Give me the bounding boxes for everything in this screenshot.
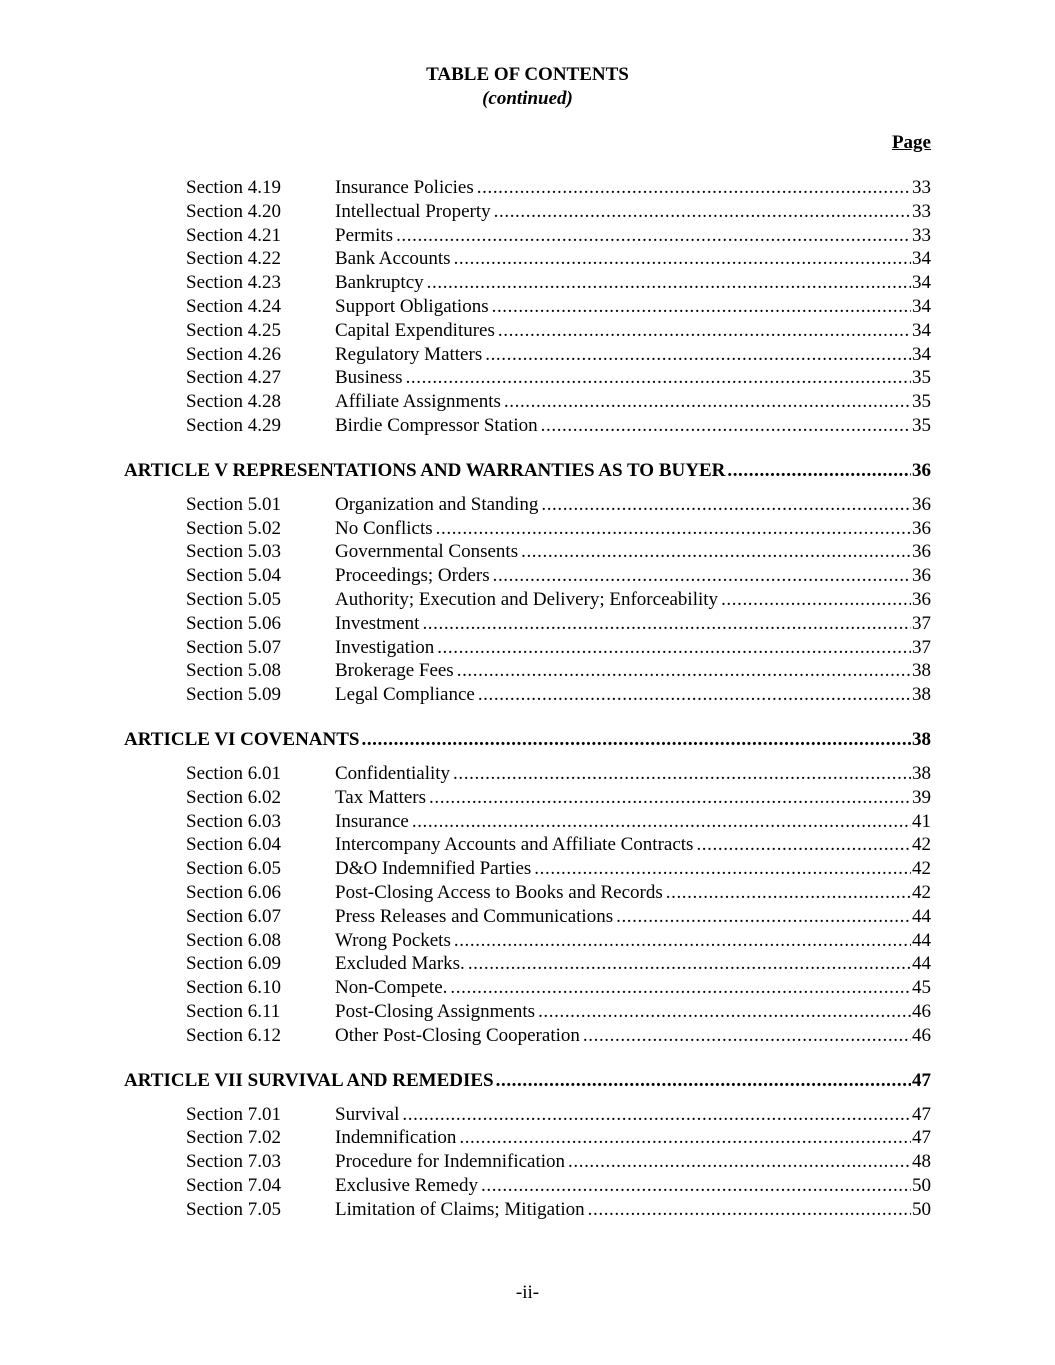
article-title: ARTICLE V REPRESENTATIONS AND WARRANTIES AS TO BUYER [124, 459, 726, 481]
section-number: Section 7.05 [186, 1198, 281, 1220]
section-page: 36 [912, 493, 931, 515]
dot-leader [468, 952, 911, 976]
section-page: 36 [912, 565, 931, 587]
section-title: Press Releases and Communications [335, 905, 614, 927]
dot-leader [541, 493, 911, 517]
toc-entry[interactable] [0, 200, 1055, 224]
section-number: Section 6.03 [186, 810, 281, 832]
section-page: 37 [912, 612, 931, 634]
section-page: 42 [912, 834, 931, 856]
dot-leader [478, 683, 911, 707]
dot-leader [721, 588, 911, 612]
dot-leader [436, 517, 911, 541]
section-title: Affiliate Assignments [335, 391, 501, 413]
dot-leader [493, 564, 911, 588]
toc-entry[interactable] [0, 247, 1055, 271]
dot-leader [534, 857, 911, 881]
section-title: Wrong Pockets [335, 929, 451, 951]
toc-entry[interactable] [0, 905, 1055, 929]
toc-entry[interactable] [0, 224, 1055, 248]
toc-entry[interactable] [0, 976, 1055, 1000]
toc-entry[interactable] [0, 390, 1055, 414]
section-number: Section 6.09 [186, 953, 281, 975]
dot-leader [453, 762, 911, 786]
section-page: 50 [912, 1198, 931, 1220]
section-page: 41 [912, 810, 931, 832]
toc-article-vi[interactable] [124, 728, 931, 752]
section-page: 33 [912, 177, 931, 198]
section-number: Section 4.29 [186, 414, 281, 436]
section-title: Tax Matters [335, 786, 427, 808]
toc-entry[interactable] [0, 683, 1055, 707]
section-page: 48 [912, 1151, 931, 1173]
section-number: Section 6.10 [186, 977, 281, 999]
toc-entry[interactable] [0, 588, 1055, 612]
section-title: Post-Closing Assignments [335, 1000, 536, 1022]
dot-leader [541, 414, 911, 438]
toc-entry[interactable] [0, 786, 1055, 810]
section-number: Section 4.19 [186, 177, 281, 198]
dot-leader [406, 366, 911, 390]
section-number: Section 4.21 [186, 224, 281, 246]
toc-entry[interactable] [0, 517, 1055, 541]
section-page: 47 [912, 1103, 931, 1125]
toc-entry[interactable] [0, 564, 1055, 588]
section-page: 33 [912, 200, 931, 222]
article-title: ARTICLE VI COVENANTS [124, 728, 360, 750]
section-title: Limitation of Claims; Mitigation [335, 1198, 585, 1220]
dot-leader [454, 929, 911, 953]
section-title: Insurance [335, 810, 409, 832]
section-number: Section 6.05 [186, 858, 281, 880]
section-title: Intercompany Accounts and Affiliate Contracts [335, 834, 694, 856]
section-page: 34 [912, 272, 931, 294]
section-number: Section 7.02 [186, 1127, 281, 1149]
section-title: Other Post-Closing Cooperation [335, 1024, 580, 1046]
page-title: TABLE OF CONTENTS [426, 64, 629, 85]
dot-leader [402, 1103, 911, 1127]
dot-leader [666, 881, 911, 905]
section-page: 37 [912, 636, 931, 658]
section-number: Section 6.02 [186, 786, 281, 808]
section-page: 33 [912, 224, 931, 246]
section-number: Section 6.07 [186, 905, 281, 927]
section-number: Section 6.08 [186, 929, 281, 951]
dot-leader [588, 1198, 911, 1222]
dot-leader [450, 976, 911, 1000]
section-number: Section 6.06 [186, 881, 281, 903]
section-page: 34 [912, 248, 931, 270]
dot-leader [481, 1174, 911, 1198]
section-number: Section 5.09 [186, 684, 281, 706]
section-page: 42 [912, 858, 931, 880]
dot-leader [361, 728, 911, 752]
section-page: 39 [912, 786, 931, 808]
article-page: 38 [912, 728, 931, 750]
article-page: 47 [912, 1069, 931, 1091]
dot-leader [485, 343, 911, 367]
dot-leader [583, 1024, 911, 1048]
section-title: Bankruptcy [335, 272, 424, 294]
section-title: Legal Compliance [335, 684, 475, 706]
section-title: Bank Accounts [335, 248, 451, 270]
toc-entry[interactable] [0, 612, 1055, 636]
toc-article-v[interactable] [124, 459, 931, 483]
toc-entry[interactable] [0, 343, 1055, 367]
section-number: Section 7.01 [186, 1103, 281, 1125]
section-title: Capital Expenditures [335, 319, 495, 341]
section-page: 35 [912, 391, 931, 413]
section-title: Investment [335, 612, 420, 634]
section-number: Section 4.22 [186, 248, 281, 270]
dot-leader [477, 176, 911, 200]
section-title: Proceedings; Orders [335, 565, 490, 587]
section-page: 38 [912, 684, 931, 706]
section-number: Section 4.25 [186, 319, 281, 341]
toc-entry[interactable] [0, 636, 1055, 660]
section-title: D&O Indemnified Parties [335, 858, 532, 880]
section-number: Section 5.01 [186, 493, 281, 515]
dot-leader [727, 459, 911, 483]
section-page: 46 [912, 1024, 931, 1046]
section-title: Excluded Marks. [335, 953, 465, 975]
toc-entry[interactable] [0, 929, 1055, 953]
dot-leader [492, 295, 911, 319]
dot-leader [616, 905, 911, 929]
section-page: 38 [912, 660, 931, 682]
toc-article-vii[interactable] [124, 1069, 931, 1093]
dot-leader [496, 1069, 911, 1093]
toc-entry[interactable] [0, 176, 1055, 200]
toc-entry[interactable] [0, 762, 1055, 786]
dot-leader [422, 612, 911, 636]
section-number: Section 7.04 [186, 1174, 281, 1196]
dot-leader [504, 390, 911, 414]
section-page: 45 [912, 977, 931, 999]
toc-entry[interactable] [0, 857, 1055, 881]
section-number: Section 4.28 [186, 391, 281, 413]
section-number: Section 4.27 [186, 367, 281, 389]
article-title: ARTICLE VII SURVIVAL AND REMEDIES [124, 1069, 494, 1091]
dot-leader [412, 810, 911, 834]
section-page: 36 [912, 541, 931, 563]
dot-leader [459, 1126, 911, 1150]
page-subtitle: (continued) [482, 88, 573, 109]
section-number: Section 4.20 [186, 200, 281, 222]
section-title: Exclusive Remedy [335, 1174, 478, 1196]
dot-leader [457, 659, 911, 683]
dot-leader [498, 319, 911, 343]
toc-entry[interactable] [0, 952, 1055, 976]
toc-entry[interactable] [0, 1103, 1055, 1127]
section-page: 36 [912, 588, 931, 610]
section-page: 50 [912, 1174, 931, 1196]
dot-leader [429, 786, 911, 810]
toc-entry[interactable] [0, 319, 1055, 343]
section-title: Governmental Consents [335, 541, 519, 563]
dot-leader [494, 200, 911, 224]
section-number: Section 5.08 [186, 660, 281, 682]
section-page: 42 [912, 881, 931, 903]
toc-entry[interactable] [0, 1150, 1055, 1174]
section-title: Birdie Compressor Station [335, 414, 538, 436]
dot-leader [538, 1000, 911, 1024]
dot-leader [696, 833, 911, 857]
section-number: Section 5.03 [186, 541, 281, 563]
toc-entry[interactable] [0, 295, 1055, 319]
dot-leader [437, 636, 911, 660]
section-number: Section 5.06 [186, 612, 281, 634]
dot-leader [454, 247, 911, 271]
section-page: 38 [912, 762, 931, 784]
section-title: Business [335, 367, 403, 389]
section-title: Survival [335, 1103, 400, 1125]
section-page: 34 [912, 295, 931, 317]
dot-leader [568, 1150, 911, 1174]
dot-leader [427, 271, 911, 295]
section-number: Section 5.02 [186, 517, 281, 539]
section-title: Post-Closing Access to Books and Records [335, 881, 663, 903]
page-column-label: Page [891, 132, 931, 153]
section-title: Procedure for Indemnification [335, 1151, 566, 1173]
toc-entry[interactable] [0, 493, 1055, 517]
section-number: Section 4.24 [186, 295, 281, 317]
section-number: Section 6.04 [186, 834, 281, 856]
toc-entry[interactable] [0, 540, 1055, 564]
dot-leader [521, 540, 911, 564]
section-number: Section 6.11 [186, 1000, 281, 1022]
section-page: 34 [912, 343, 931, 365]
section-number: Section 4.23 [186, 272, 281, 294]
section-number: Section 5.05 [186, 588, 281, 610]
section-title: Support Obligations [335, 295, 489, 317]
toc-entry[interactable] [0, 1024, 1055, 1048]
section-number: Section 6.12 [186, 1024, 281, 1046]
toc-entry[interactable] [0, 881, 1055, 905]
section-title: Authority; Execution and Delivery; Enforceability [335, 588, 719, 610]
section-number: Section 5.04 [186, 565, 281, 587]
dot-leader [396, 224, 911, 248]
page-footer-number: -ii- [515, 1282, 540, 1303]
section-title: Confidentiality [335, 762, 451, 784]
toc-entry[interactable] [0, 366, 1055, 390]
section-number: Section 5.07 [186, 636, 281, 658]
table-of-contents [0, 176, 1055, 1221]
toc-entry[interactable] [0, 1198, 1055, 1222]
section-page: 44 [912, 929, 931, 951]
section-page: 47 [912, 1127, 931, 1149]
section-title: Brokerage Fees [335, 660, 454, 682]
section-page: 44 [912, 905, 931, 927]
article-page: 36 [912, 459, 931, 481]
section-page: 34 [912, 319, 931, 341]
section-title: Intellectual Property [335, 200, 491, 222]
section-page: 35 [912, 414, 931, 436]
section-page: 36 [912, 517, 931, 539]
section-title: No Conflicts [335, 517, 433, 539]
section-page: 46 [912, 1000, 931, 1022]
toc-entry[interactable] [0, 1000, 1055, 1024]
section-title: Non-Compete. [335, 977, 448, 999]
section-page: 35 [912, 367, 931, 389]
section-page: 44 [912, 953, 931, 975]
toc-entry[interactable] [0, 1126, 1055, 1150]
toc-entry[interactable] [0, 414, 1055, 438]
section-number: Section 6.01 [186, 762, 281, 784]
section-title: Permits [335, 224, 394, 246]
section-title: Investigation [335, 636, 435, 658]
toc-entry[interactable] [0, 659, 1055, 683]
toc-entry[interactable] [0, 271, 1055, 295]
section-title: Organization and Standing [335, 493, 539, 515]
section-title: Regulatory Matters [335, 343, 483, 365]
section-number: Section 7.03 [186, 1151, 281, 1173]
toc-entry[interactable] [0, 833, 1055, 857]
toc-entry[interactable] [0, 1174, 1055, 1198]
section-title: Insurance Policies [335, 177, 474, 198]
section-title: Indemnification [335, 1127, 457, 1149]
toc-entry[interactable] [0, 810, 1055, 834]
section-number: Section 4.26 [186, 343, 281, 365]
